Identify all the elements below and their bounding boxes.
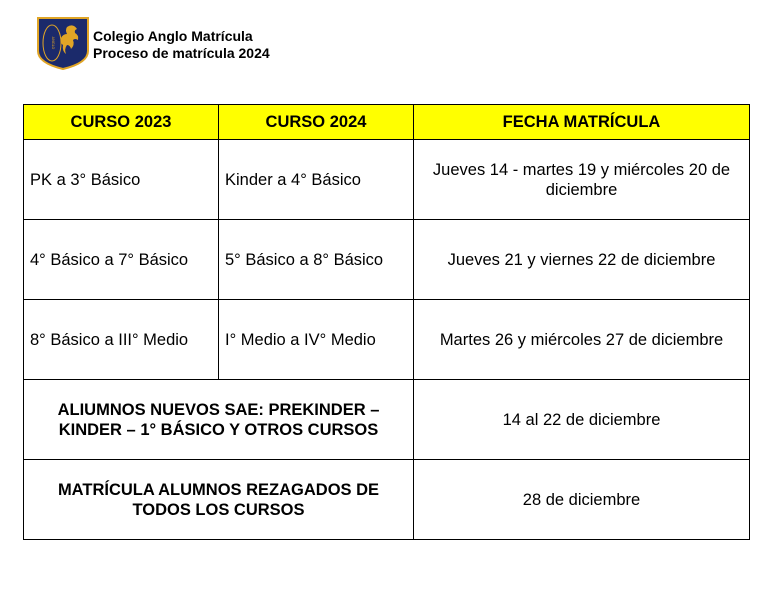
header-curso-2024: CURSO 2024	[219, 105, 414, 140]
curso-2023-cell: 4° Básico a 7° Básico	[24, 220, 219, 300]
late-enrollment-label: MATRÍCULA ALUMNOS REZAGADOS DE TODOS LOS CURSOS	[24, 460, 414, 540]
table-row-late-enrollment	[24, 460, 750, 540]
table-row	[24, 300, 750, 380]
fecha-cell: Martes 26 y miércoles 27 de diciembre	[414, 300, 750, 380]
table-row-new-students	[24, 380, 750, 460]
school-crest-icon	[37, 17, 89, 70]
curso-2024-cell: I° Medio a IV° Medio	[219, 300, 414, 380]
fecha-cell: 28 de diciembre	[414, 460, 750, 540]
curso-2023-cell: PK a 3° Básico	[24, 140, 219, 220]
fecha-cell: Jueves 14 - martes 19 y miércoles 20 de diciembre	[414, 140, 750, 220]
header-fecha-matricula: FECHA MATRÍCULA	[414, 105, 750, 140]
process-subtitle: Proceso de matrícula 2024	[93, 45, 270, 61]
school-crest-logo	[37, 17, 89, 70]
document-header	[93, 28, 270, 62]
enrollment-schedule-table	[23, 104, 750, 540]
table-row	[24, 140, 750, 220]
table-header-row	[24, 105, 750, 140]
logo-text: ANGLO	[51, 36, 55, 50]
curso-2023-cell: 8° Básico a III° Medio	[24, 300, 219, 380]
table-row	[24, 220, 750, 300]
school-title: Colegio Anglo Matrícula	[93, 28, 253, 44]
new-students-label: ALIUMNOS NUEVOS SAE: PREKINDER – KINDER – 1° BÁSICO Y OTROS CURSOS	[24, 380, 414, 460]
curso-2024-cell: Kinder a 4° Básico	[219, 140, 414, 220]
fecha-cell: 14 al 22 de diciembre	[414, 380, 750, 460]
header-curso-2023: CURSO 2023	[24, 105, 219, 140]
curso-2024-cell: 5° Básico a 8° Básico	[219, 220, 414, 300]
fecha-cell: Jueves 21 y viernes 22 de diciembre	[414, 220, 750, 300]
